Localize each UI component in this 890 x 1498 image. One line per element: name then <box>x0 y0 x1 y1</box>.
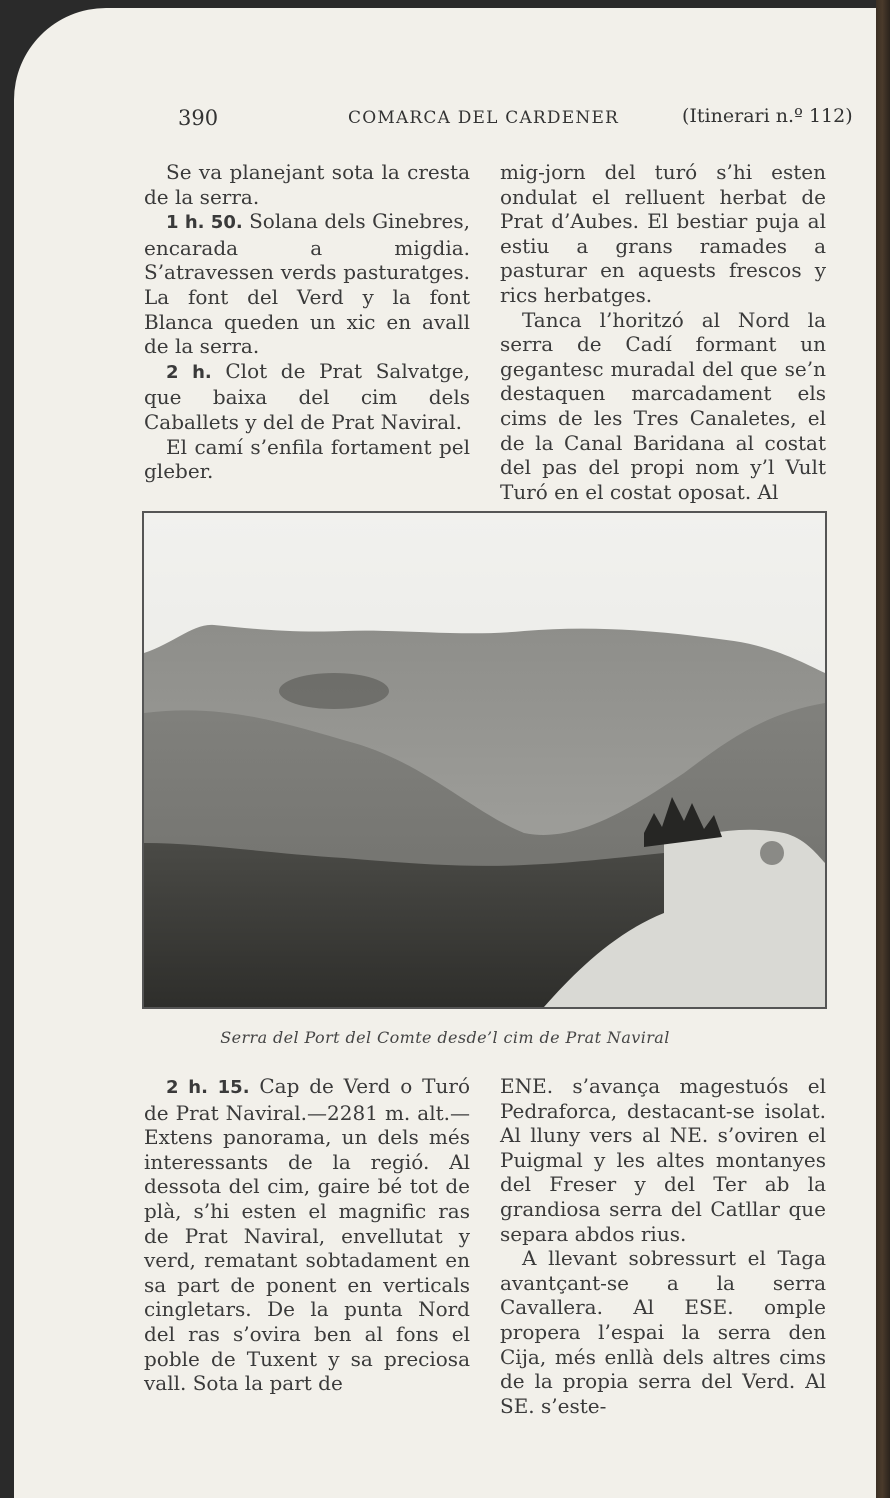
paragraph <box>144 359 470 435</box>
book-spine-edge <box>876 0 890 1498</box>
upper-right-column <box>500 160 826 504</box>
section-title: COMARCA DEL CARDENER <box>348 108 620 128</box>
page-number: 390 <box>178 106 219 130</box>
paragraph: A llevant sobressurt el Taga avantçant-se a la serra Cavallera. Al ESE. omple propera l’espai la serra den Cija, més enllà dels altres cims de la propia serra del Verd. Al SE. s’este- <box>500 1246 826 1418</box>
paragraph-text: Cap de Verd o Turó de Prat Naviral.—2281 m. alt.—Extens panorama, un dels més interessants de la regió. Al dessota del cim, gaire bé tot de plà, s’hi esten el magnific ras de Prat Naviral, envellutat y verd, rematant sobtadament en sa part de ponent en verticals cingletars. De la punta Nord del ras s’ovira ben al fons el poble de Tuxent y sa preciosa vall. Sota la part de <box>144 1074 470 1396</box>
landscape-illustration <box>144 513 825 1007</box>
paragraph: Tanca l’horitzó al Nord la serra de Cadí formant un gegantesc muradal del que se’n destaquen marcadament els cims de les Tres Canaletes, el de la Canal Baridana al costat del pas del propi nom y’l Vult Turó en el costat oposat. Al <box>500 307 826 504</box>
time-marker: 2 h. 15. <box>166 1077 250 1098</box>
paragraph-text: Solana dels Ginebres, encarada a migdia. S’atravessen verds pasturatges. La font del Verd y la font Blanca queden un xic en avall de la serra. <box>144 209 470 359</box>
photo-caption: Serra del Port del Comte desde’l cim de Prat Naviral <box>220 1028 670 1047</box>
paragraph <box>144 209 470 359</box>
itinerary-number: (Itinerari n.º 112) <box>682 105 853 127</box>
running-header <box>14 104 876 134</box>
shadow-patch <box>279 673 389 709</box>
time-marker: 1 h. 50. <box>166 212 243 234</box>
mountain-photograph <box>142 511 827 1009</box>
paragraph: El camí s’enfila fortament pel gleber. <box>144 434 470 484</box>
lower-right-column <box>500 1074 826 1418</box>
paragraph: ENE. s’avança magestuós el Pedraforca, destacant-se isolat. Al lluny vers al NE. s’oviren el Puigmal y les altes montanyes del Freser y del Ter ab la grandiosa serra del Catllar que separa abdos rius. <box>500 1074 826 1246</box>
upper-left-column <box>144 160 470 484</box>
book-page <box>14 8 876 1498</box>
paragraph: mig-jorn del turó s’hi esten ondulat el relluent herbat de Prat d’Aubes. El bestiar puja al estiu a grans ramades a pasturar en aquests frescos y rics herbatges. <box>500 160 826 307</box>
lower-left-column <box>144 1074 470 1396</box>
paragraph: Se va planejant sota la cresta de la serra. <box>144 160 470 209</box>
paragraph-text: Clot de Prat Salvatge, que baixa del cim dels Caballets y del de Prat Naviral. <box>144 358 470 434</box>
time-marker: 2 h. <box>166 361 212 383</box>
paragraph <box>144 1074 470 1396</box>
seated-figure <box>760 841 784 865</box>
